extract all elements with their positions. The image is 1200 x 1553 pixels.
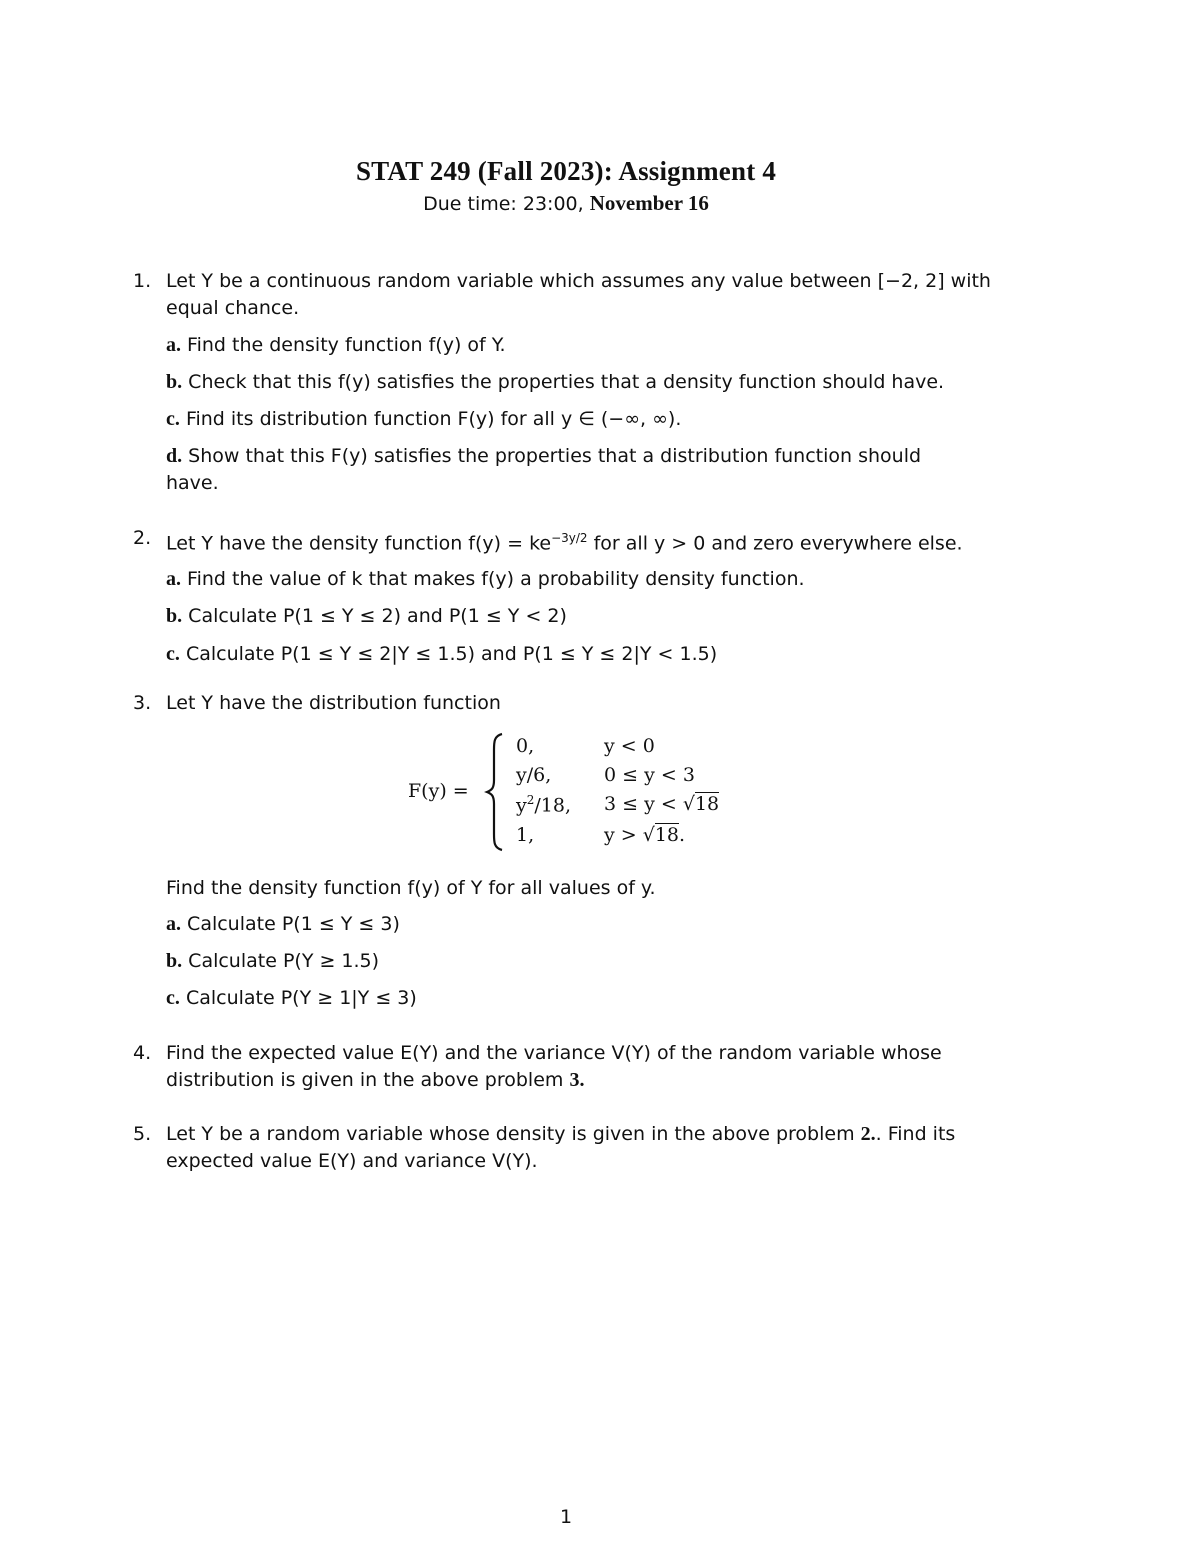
part-c xyxy=(166,641,1026,668)
problem-reference: 3. xyxy=(569,1069,585,1091)
part-label: b. xyxy=(166,371,183,393)
problem-number: 2. xyxy=(133,527,152,549)
problem-text: equal chance. xyxy=(166,297,300,319)
text-segment: for all y > 0 and zero everywhere else. xyxy=(587,532,963,555)
problem-text: Find the density function f(y) of Y for all values of y. xyxy=(166,877,656,899)
case-condition: y < 0 xyxy=(604,735,655,757)
case-value: 0, xyxy=(516,735,535,757)
part-text: Find its distribution function F(y) for all y ∈ (−∞, ∞). xyxy=(185,408,682,430)
case-condition: y > √18. xyxy=(604,824,686,846)
problem-number: 5. xyxy=(133,1123,152,1145)
part-text: Calculate P(Y ≥ 1|Y ≤ 3) xyxy=(185,987,417,1009)
case-condition: 3 ≤ y < √18 xyxy=(604,793,720,815)
part-a xyxy=(166,566,1026,593)
case-value: 1, xyxy=(516,824,535,846)
part-d-cont: have. xyxy=(166,472,219,494)
text-segment: Let Y be a random variable whose density is given in the above problem xyxy=(166,1123,861,1145)
problem-3-continued xyxy=(133,875,1026,1012)
formula-lhs: F(y) = xyxy=(408,780,469,802)
problem-text: Let Y be a continuous random variable which assumes any value between [−2, 2] with xyxy=(166,270,991,292)
part-label: a. xyxy=(166,334,181,356)
part-a xyxy=(166,332,1026,359)
part-label: a. xyxy=(166,913,181,935)
case-value: y/6, xyxy=(516,764,552,786)
part-label: b. xyxy=(166,605,183,628)
case-value: $y^2/18$, xyxy=(516,793,571,817)
problem-5 xyxy=(133,1121,1026,1175)
part-b xyxy=(166,603,1026,630)
problem-3 xyxy=(133,690,1026,717)
problem-number: 3. xyxy=(133,692,152,714)
part-label: b. xyxy=(166,950,183,972)
problem-text xyxy=(166,1121,1026,1148)
part-text: Calculate P(1 ≤ Y ≤ 2) and P(1 ≤ Y < 2) xyxy=(188,605,567,628)
problem-4 xyxy=(133,1040,1026,1094)
text-segment: . Find its xyxy=(875,1123,956,1145)
problem-text: Find the expected value E(Y) and the variance V(Y) of the random variable whose xyxy=(166,1042,942,1064)
due-time xyxy=(0,191,1132,216)
left-brace-icon xyxy=(484,732,506,852)
part-label: d. xyxy=(166,445,183,467)
part-d xyxy=(166,443,1026,470)
problem-text: Let Y have the distribution function xyxy=(166,692,501,714)
problem-text xyxy=(166,525,1026,557)
part-c xyxy=(166,985,1026,1012)
part-text: Calculate P(1 ≤ Y ≤ 2|Y ≤ 1.5) and P(1 ≤ Y ≤ 2|Y < 1.5) xyxy=(185,643,718,666)
part-text: Find the density function f(y) of Y. xyxy=(187,334,506,356)
part-a xyxy=(166,911,1026,938)
case-condition: 0 ≤ y < 3 xyxy=(604,764,695,786)
part-text: Calculate P(1 ≤ Y ≤ 3) xyxy=(187,913,400,935)
problem-number: 1. xyxy=(133,270,152,292)
exponent: −3y/2 xyxy=(551,531,588,545)
part-label: c. xyxy=(166,987,180,1009)
piecewise-formula xyxy=(408,730,748,855)
problem-text: expected value E(Y) and variance V(Y). xyxy=(166,1150,538,1172)
part-b xyxy=(166,948,1026,975)
problem-number: 4. xyxy=(133,1042,152,1064)
part-text: Check that this f(y) satisfies the properties that a density function should have. xyxy=(188,371,945,393)
part-c xyxy=(166,406,1026,433)
part-label: c. xyxy=(166,643,180,666)
due-prefix: Due time: 23:00, xyxy=(423,193,590,215)
problem-reference: 2. xyxy=(860,1123,876,1145)
due-date: November 16 xyxy=(589,191,709,215)
part-label: a. xyxy=(166,568,181,591)
part-b xyxy=(166,369,1026,396)
part-text: Show that this F(y) satisfies the properties that a distribution function should xyxy=(188,445,922,467)
text-segment: Let Y have the density function f(y) = ke xyxy=(166,532,552,555)
problem-text xyxy=(166,1067,1026,1094)
part-label: c. xyxy=(166,408,180,430)
text-segment: distribution is given in the above problem xyxy=(166,1069,570,1091)
problem-1 xyxy=(133,268,1026,497)
page-number: 1 xyxy=(559,1506,573,1528)
part-text: Find the value of k that makes f(y) a probability density function. xyxy=(187,568,805,591)
assignment-title: STAT 249 (Fall 2023): Assignment 4 xyxy=(355,156,777,186)
part-text: Calculate P(Y ≥ 1.5) xyxy=(188,950,380,972)
problem-2 xyxy=(133,525,1026,668)
